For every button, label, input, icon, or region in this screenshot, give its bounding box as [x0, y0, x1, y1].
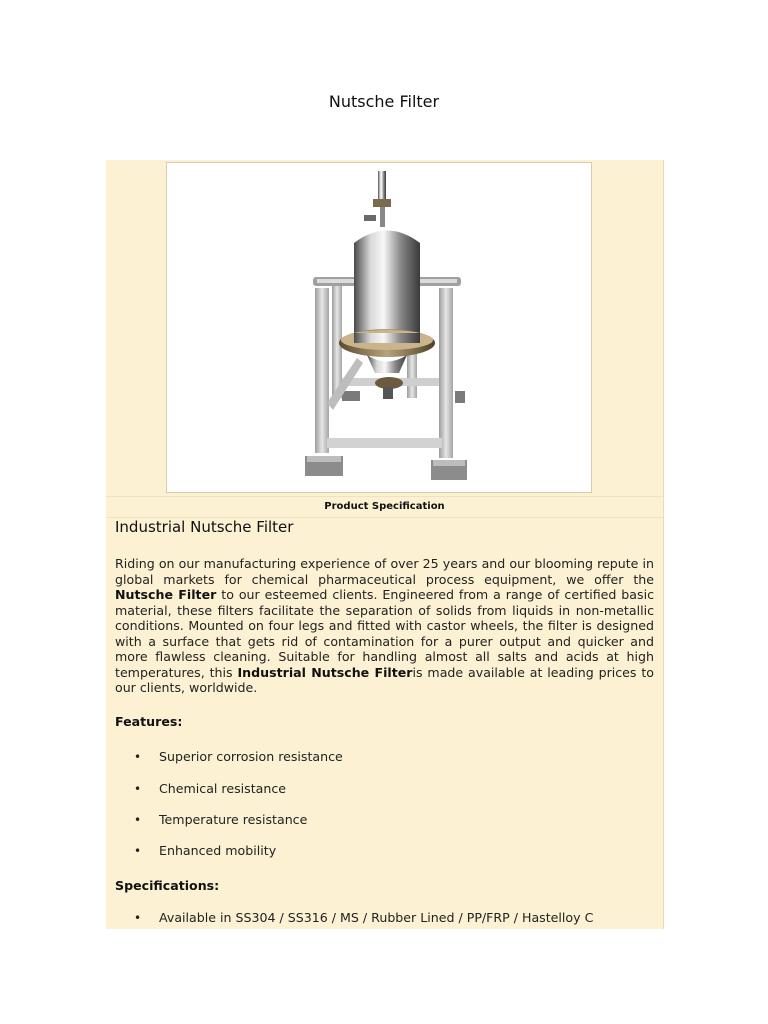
feature-item	[134, 781, 286, 796]
feature-item	[134, 749, 343, 764]
nutsche-filter-photo	[167, 163, 591, 492]
product-image	[166, 162, 592, 493]
description-text: to our esteemed clients. Engineered from a range of certified basic material, these filters facilitate the separation of solids from liquids in non-metallic conditions. Mounted on four legs and fitted with castor wheels, the filter is designed with a surface that gets rid of contamination for a purer output and quicker and more flawless cleaning. Suitable for handling almost all salts and acids at high temperatures, this	[115, 587, 654, 680]
description-bold-product: Nutsche Filter	[115, 587, 217, 602]
section-heading: Industrial Nutsche Filter	[115, 518, 294, 536]
bullet-icon: •	[134, 844, 142, 858]
content-panel	[106, 160, 664, 929]
feature-item	[134, 812, 307, 827]
specifications-heading: Specifications:	[115, 878, 220, 893]
feature-text: Temperature resistance	[159, 812, 308, 827]
bullet-icon: •	[134, 813, 142, 827]
bullet-icon: •	[134, 911, 142, 925]
image-caption: Product Specification	[106, 496, 663, 518]
feature-text: Chemical resistance	[159, 781, 287, 796]
feature-text: Superior corrosion resistance	[159, 749, 343, 764]
features-heading: Features:	[115, 714, 183, 729]
description-bold-product: Industrial Nutsche Filter	[237, 664, 413, 680]
description-text: is made available at leading prices to our clients, worldwide.	[115, 664, 655, 695]
bullet-icon: •	[134, 782, 142, 796]
specification-text: Available in SS304 / SS316 / MS / Rubber Lined / PP/FRP / Hastelloy C	[159, 910, 594, 925]
product-description	[115, 556, 654, 696]
page-title: Nutsche Filter	[328, 92, 440, 111]
specification-item	[134, 910, 593, 925]
description-text: Riding on our manufacturing experience of over 25 years and our blooming repute in global markets for chemical pharmaceutical process equipment, we offer the	[115, 556, 654, 587]
bullet-icon: •	[134, 750, 142, 764]
feature-text: Enhanced mobility	[159, 843, 277, 858]
feature-item	[134, 843, 276, 858]
